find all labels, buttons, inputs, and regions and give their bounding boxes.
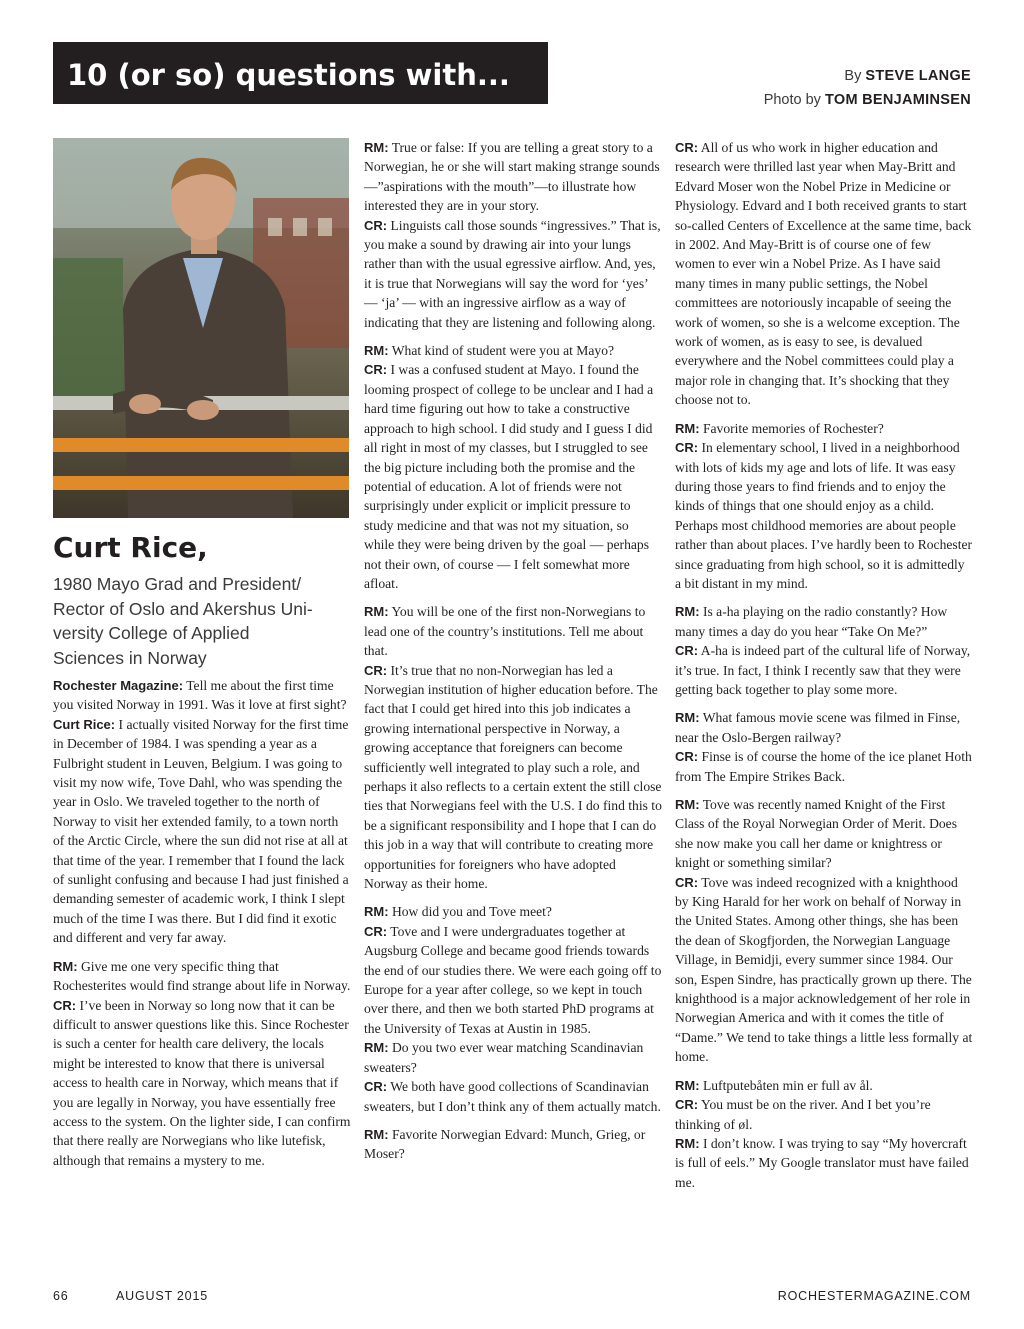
- answer-text: Favorite Norwegian Edvard: Munch, Grieg, or Moser?: [364, 1126, 646, 1162]
- page-number: 66: [53, 1289, 69, 1303]
- speaker-label: CR:: [675, 440, 699, 456]
- text-column-3: [675, 138, 973, 1201]
- speaker-label: RM:: [675, 710, 700, 726]
- qa-paragraph: [364, 661, 662, 894]
- speaker-label: CR:: [675, 874, 699, 890]
- speaker-label: Curt Rice:: [53, 716, 116, 732]
- speaker-label: CR:: [675, 643, 699, 659]
- text-column-1: [53, 676, 351, 1179]
- answer-text: Tove and I were undergraduates together at Augsburg College and became good friends towards the end of our studies there. We were each going off to Europe for a year after college, so we kept in touch over there, and then we both started PhD programs at the University of Texas at Austin in 1985.: [364, 923, 662, 1036]
- answer-text: Tell me about the first time you visited Norway in 1991. Was it love at first sight?: [53, 678, 347, 713]
- issue-date: AUGUST 2015: [116, 1289, 208, 1303]
- answer-text: Finse is of course the home of the ice planet Hoth from The Empire Strikes Back.: [675, 749, 972, 784]
- qa-block: [364, 902, 662, 1115]
- qa-block: [364, 602, 662, 893]
- answer-text: What kind of student were you at Mayo?: [388, 343, 615, 359]
- answer-text: Tove was recently named Knight of the First Class of the Royal Norwegian Order of Merit. Does she now make you call her dame or knightress or knight or something similar?: [675, 797, 958, 871]
- speaker-label: RM:: [675, 1135, 700, 1151]
- speaker-label: CR:: [364, 362, 388, 378]
- qa-block: [675, 1076, 973, 1192]
- speaker-label: RM:: [53, 958, 78, 974]
- qa-paragraph: [675, 602, 973, 641]
- answer-text: All of us who work in higher education and research were thrilled last year when May-Britt and Edvard Moser won the Nobel Prize in Medicine or Physiology. Edvard and I both received grants to start so-called Centers of Excellence at the same time, back in 2002. And May-Britt is of course one of few women to ever win a Nobel Prize. As I have said many times in many public settings, the Nobel committees are notoriously incapable of seeing the work of women, so she is a welcome exception. The work of women, as is easy to see, is devalued everywhere and the Nobel committees could play a major role in changing that. It’s shocking that they choose not to.: [675, 140, 972, 408]
- speaker-label: CR:: [675, 140, 699, 155]
- speaker-label: RM:: [364, 604, 389, 620]
- text-column-2: [364, 138, 662, 1173]
- qa-paragraph: [675, 873, 973, 1067]
- answer-text: Do you two ever wear matching Scandinavian sweaters?: [364, 1040, 644, 1075]
- speaker-label: Rochester Magazine:: [53, 678, 184, 693]
- qa-paragraph: [675, 1134, 973, 1192]
- qa-paragraph: [675, 1076, 973, 1095]
- interviewee-title: 1980 Mayo Grad and President/ Rector of Oslo and Akershus Uni- versity College of Applied Sciences in Norway: [53, 574, 313, 668]
- answer-text: Tove was indeed recognized with a knighthood by King Harald for her work on behalf of Norway in the United States. Among other things, she has been the dean of Skogfjorden, the Norwegian Language Village, in Bemidji, every summer since 1984. Our son, Espen Sindre, has practically grown up there. The knighthood is a major acknowledgement of her role in Norwegian America and with it comes the title of “Dame.” We tend to take things a little less formally at home.: [675, 874, 973, 1065]
- by-label: By: [844, 68, 862, 84]
- answer-text: You will be one of the first non-Norwegians to lead one of the country’s institutions. Tell me about that.: [364, 604, 646, 659]
- speaker-label: RM:: [675, 1077, 700, 1093]
- qa-block: [675, 419, 973, 594]
- qa-paragraph: [53, 715, 351, 948]
- qa-paragraph: [53, 676, 351, 715]
- qa-paragraph: [364, 1038, 662, 1077]
- answer-text: I don’t know. I was trying to say “My hovercraft is full of eels.” My Google translator must have failed me.: [675, 1135, 969, 1190]
- qa-paragraph: [364, 216, 662, 332]
- interviewee-name: Curt Rice,: [53, 531, 208, 564]
- qa-block: [675, 708, 973, 786]
- qa-paragraph: [364, 1125, 662, 1164]
- byline: [764, 64, 971, 112]
- qa-block: [364, 138, 662, 332]
- photo-label: Photo by: [763, 92, 821, 108]
- speaker-label: RM:: [364, 343, 389, 359]
- speaker-label: CR:: [364, 1079, 388, 1095]
- qa-paragraph: [364, 922, 662, 1038]
- qa-paragraph: [364, 138, 662, 216]
- section-banner: [53, 42, 548, 104]
- qa-paragraph: [364, 341, 662, 360]
- speaker-label: CR:: [675, 1097, 699, 1113]
- qa-paragraph: [364, 902, 662, 921]
- answer-text: Is a-ha playing on the radio constantly? How many times a day do you hear “Take On Me?”: [675, 604, 948, 639]
- speaker-label: RM:: [364, 1126, 389, 1142]
- speaker-label: RM:: [675, 604, 700, 620]
- qa-paragraph: [675, 795, 973, 873]
- answer-text: A-ha is indeed part of the cultural life of Norway, it’s true. In fact, I think I recently saw that they were getting back together to play some more.: [675, 643, 971, 697]
- answer-text: We both have good collections of Scandinavian sweaters, but I don’t think any of them actually match.: [364, 1079, 661, 1114]
- answer-text: True or false: If you are telling a great story to a Norwegian, he or she will start making strange sounds—”aspirations with the mouth”—to illustrate how interested they are in your story.: [364, 140, 660, 214]
- answer-text: Luftputebåten min er full av ål.: [699, 1077, 873, 1093]
- qa-block: [53, 957, 351, 1170]
- qa-paragraph: [675, 138, 973, 410]
- speaker-label: RM:: [675, 797, 700, 812]
- portrait-photo: [53, 138, 349, 518]
- qa-block: [675, 795, 973, 1067]
- speaker-label: CR:: [364, 923, 388, 939]
- qa-paragraph: [675, 419, 973, 438]
- answer-text: I was a confused student at Mayo. I found the looming prospect of college to be unclear and I had a hard time figuring out how to take a constructive approach to high school. I did study and I guess I did all right in most of my classes, but I struggled to see the big picture including both the promise and the potential of education. A lot of friends were not surprisingly under explicit or implicit pressure to study medicine and that was not my situation, so while they were being driven by the goal — perhaps not their own, of course — I felt somewhat more afloat.: [364, 362, 654, 591]
- qa-block: [364, 341, 662, 593]
- qa-paragraph: [675, 708, 973, 747]
- speaker-label: RM:: [364, 904, 389, 920]
- speaker-label: RM:: [364, 140, 389, 155]
- qa-paragraph: [364, 602, 662, 660]
- answer-text: Linguists call those sounds “ingressives.” That is, you make a sound by drawing air into your lungs rather than with the usual egressive airflow. And, yes, it is true that Norwegians will say the word for ‘yes’ — ‘ja’ — with an ingressive airflow as a way of indicating that they are listening and following along.: [364, 217, 661, 330]
- answer-text: You must be on the river. And I bet you’re thinking of øl.: [675, 1097, 931, 1132]
- speaker-label: CR:: [675, 749, 699, 765]
- qa-block: [53, 676, 351, 948]
- section-title: 10 (or so) questions with...: [67, 58, 510, 92]
- qa-paragraph: [364, 360, 662, 593]
- speaker-label: RM:: [364, 1040, 389, 1056]
- answer-text: It’s true that no non-Norwegian has led a Norwegian institution of higher education before. The fact that I could get hired into this job indicates a growing international perspective in Norway, a growing acceptance that foreigners can become sufficiently well integrated to play such a role, and perhaps it also reflects to a certain extent the still close ties that Norwegians feel with the U.S. I do find this to be a significant responsibility and I hope that I can do this job in a way that will contribute to creating more opportunities for foreigners who have adopted Norway as their home.: [364, 662, 662, 892]
- answer-text: What famous movie scene was filmed in Finse, near the Oslo-Bergen railway?: [675, 710, 961, 745]
- photographer-name: TOM BENJAMINSEN: [824, 92, 971, 108]
- qa-block: [675, 138, 973, 410]
- answer-text: Give me one very specific thing that Rochesterites would find strange about life in Norway.: [53, 958, 351, 994]
- answer-text: In elementary school, I lived in a neighborhood with lots of kids my age and lots of life. It was easy during those years to find friends and to enjoy the kinds of things that one should enjoy as a child. Perhaps most childhood memories are about people rather than about places. I’ve hardly been to Rochester since graduating from high school, so it is admittedly a bit distant in my mind.: [675, 440, 973, 591]
- author-name: STEVE LANGE: [865, 68, 971, 84]
- speaker-label: RM:: [675, 420, 700, 436]
- answer-text: I’ve been in Norway so long now that it can be difficult to answer questions like this. Since Rochester is such a center for health care delivery, the locals might be interested to know that there is universal access to health care in Norway, which means that if you are legally in Norway, you have essentially free access to the system. On the lighter side, I can confirm that there really are Norwegians who like lutefisk, although that remains a mystery to me.: [53, 997, 351, 1168]
- answer-text: I actually visited Norway for the first time in December of 1984. I was spending a year as a Fulbright student in Leuven, Belgium. I was going to visit my now wife, Tove Dahl, who was spending the year in Oslo. We traveled together to the north of Norway to visit her extended family, to a town north of the Arctic Circle, where the sun did not rise at all at that time of the year. I remember that I found the lack of sunlight confusing and because I had just finished a demanding semester of academic work, I think I slept much of the time I was there. But I did find it exotic and different and very far away.: [53, 716, 349, 946]
- website: ROCHESTERMAGAZINE.COM: [777, 1289, 971, 1303]
- qa-block: [675, 602, 973, 699]
- qa-paragraph: [53, 957, 351, 996]
- speaker-label: CR:: [53, 997, 77, 1013]
- qa-paragraph: [675, 1095, 973, 1134]
- qa-paragraph: [675, 747, 973, 786]
- qa-block: [364, 1125, 662, 1164]
- speaker-label: CR:: [364, 217, 388, 233]
- qa-paragraph: [675, 438, 973, 593]
- speaker-label: CR:: [364, 662, 388, 678]
- qa-paragraph: [364, 1077, 662, 1116]
- answer-text: How did you and Tove meet?: [388, 904, 552, 920]
- qa-paragraph: [53, 996, 351, 1171]
- qa-paragraph: [675, 641, 973, 699]
- answer-text: Favorite memories of Rochester?: [699, 420, 884, 436]
